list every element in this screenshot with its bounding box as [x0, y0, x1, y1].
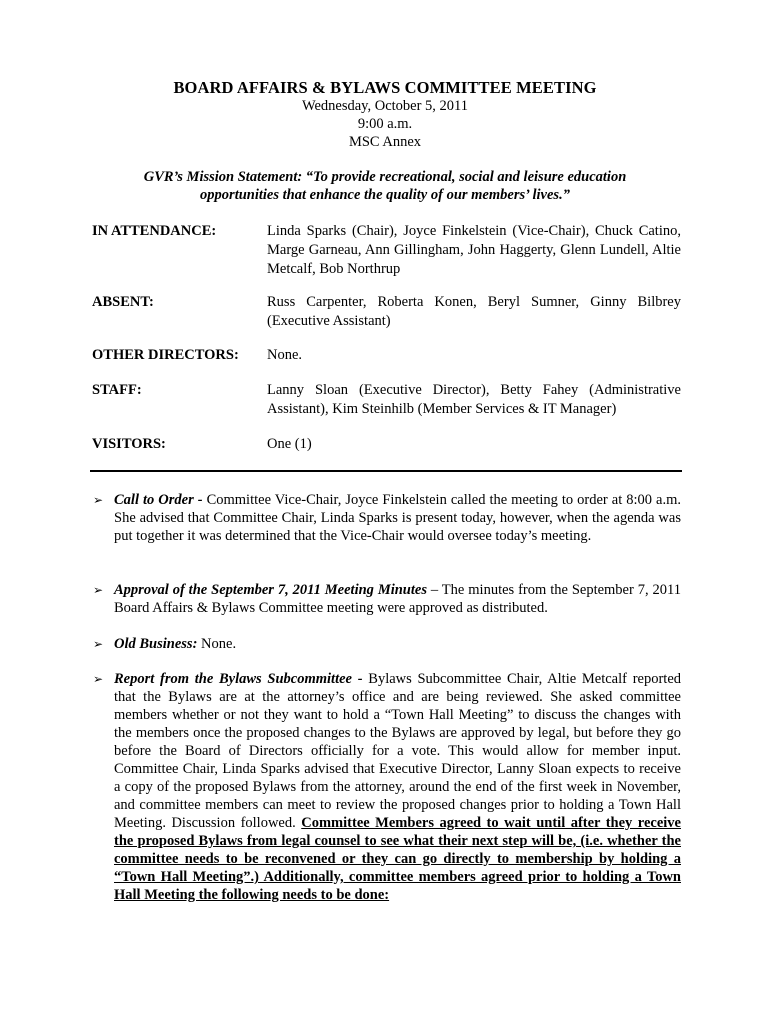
arrow-bullet-icon: ➢ — [93, 583, 104, 597]
arrow-bullet-icon: ➢ — [93, 637, 104, 651]
agenda-item-body — [114, 670, 681, 904]
document-title: BOARD AFFAIRS & BYLAWS COMMITTEE MEETING — [173, 78, 597, 97]
roster-value: None. — [267, 347, 303, 363]
agenda-item-body — [114, 635, 681, 653]
meeting-date: Wednesday, October 5, 2011 — [301, 98, 469, 114]
mission-line-1: GVR’s Mission Statement: “To provide recreational, social and leisure education — [143, 169, 627, 185]
meeting-time: 9:00 a.m. — [357, 116, 413, 132]
agenda-item-text: None. — [197, 636, 237, 652]
roster-label: VISITORS: — [92, 436, 166, 452]
agenda-item-heading: Approval of the September 7, 2011 Meeting Minutes — [114, 582, 427, 598]
roster-value: Russ Carpenter, Roberta Konen, Beryl Sumner, Ginny Bilbrey (Executive Assistant) — [267, 294, 681, 329]
roster-label: OTHER DIRECTORS: — [92, 347, 239, 363]
agenda-item-body — [114, 581, 681, 617]
arrow-bullet-icon: ➢ — [93, 672, 104, 686]
roster-label: IN ATTENDANCE: — [92, 223, 217, 239]
roster-label: ABSENT: — [92, 294, 154, 310]
roster-value: Linda Sparks (Chair), Joyce Finkelstein (Vice-Chair), Chuck Catino, Marge Garneau, Ann Gillingham, John Haggerty, Glenn Lundell, Altie Metcalf, Bob Northrup — [267, 223, 681, 277]
roster-value: Lanny Sloan (Executive Director), Betty Fahey (Administrative Assistant), Kim Steinhilb (Member Services & IT Manager) — [267, 382, 681, 417]
roster-value: One (1) — [267, 436, 312, 452]
agenda-item-text: – The minutes from the September 7, 2011 Board Affairs & Bylaws Committee meeting were approved as distributed. — [114, 582, 681, 616]
agenda-item-underlined-decision: Committee Members agreed to wait until after they receive the proposed Bylaws from legal counsel to see what their next step will be, (i.e. whether the committee needs to be reconvened or they can go directly to membership by holding a “Town Hall Meeting”.) Additionally, committee members agreed prior to holding a Town Hall Meeting the following needs to be done: — [114, 815, 681, 903]
agenda-item-heading: Old Business: — [114, 636, 198, 652]
agenda-item-text: Committee Vice-Chair, Joyce Finkelstein called the meeting to order at 8:00 a.m. She advised that Committee Chair, Linda Sparks is present today, however, when the agenda was put together it was determined that the Vice-Chair would oversee today’s meeting. — [114, 492, 681, 544]
mission-statement — [95, 168, 675, 204]
agenda-item-text: Bylaws Subcommittee Chair, Altie Metcalf reported that the Bylaws are at the attorney’s office and are being reviewed. She asked committee members whether or not they want to hold a “Town Hall Meeting” to discuss the changes with the members once the proposed changes to the Bylaws are approved by legal, but before they go before the Board of Directors officially for a vote. This would allow for member input. Committee Chair, Linda Sparks advised that Executive Director, Lanny Sloan expects to receive a copy of the proposed Bylaws from the attorney, around the end of the first week in November, and committee members can meet to review the proposed changes prior to holding a Town Hall Meeting. Discussion followed. — [114, 671, 682, 831]
agenda-item-heading: Call to Order - — [114, 492, 203, 508]
agenda-item-heading: Report from the Bylaws Subcommittee - — [114, 671, 363, 687]
agenda-item-body — [114, 491, 681, 545]
arrow-bullet-icon: ➢ — [93, 493, 104, 507]
meeting-location: MSC Annex — [348, 134, 422, 150]
roster-label: STAFF: — [92, 382, 142, 398]
mission-line-2: opportunities that enhance the quality of our members’ lives.” — [200, 187, 570, 203]
section-divider — [90, 470, 682, 472]
